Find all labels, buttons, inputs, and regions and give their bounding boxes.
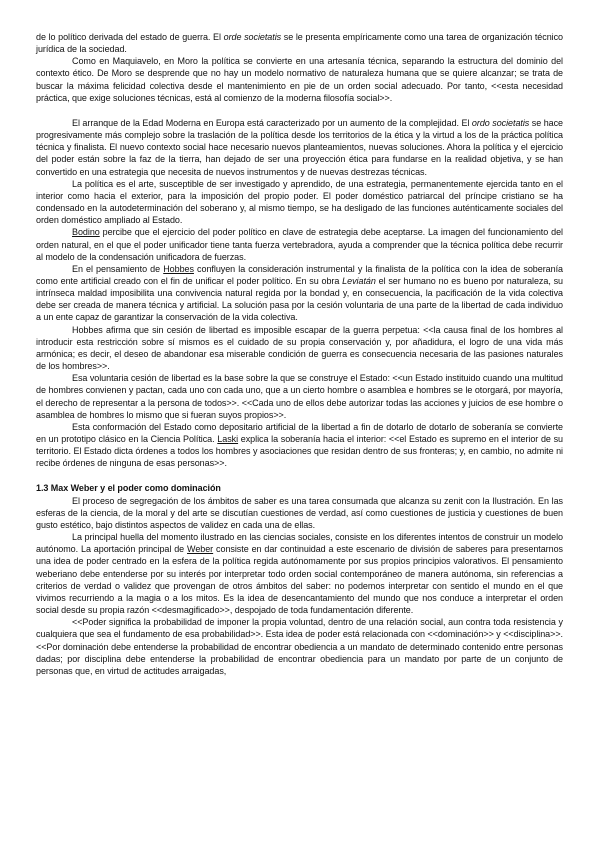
paragraph [36,263,563,324]
paragraph [36,616,563,677]
author-name: Hobbes [163,263,194,274]
text-run: el ser humano no es bueno por naturaleza, su intrínseca maldad imposibilita una convivencia natural regida por la bondad y, en consecuencia, la pacificación de la vida colectiva debe ser creada de manera técnica y artificial. La solución pasa por la cesión voluntaria de una parte de la libertad de cada individuo a un ente capaz de garantizar la conservación de la vida colectiva. [36,275,564,323]
paragraph [36,226,563,262]
paragraph [36,117,563,178]
paragraph [36,531,563,616]
italic-text: ordo societatis [471,117,530,128]
text-run: percibe que el ejercicio del poder político en clave de estrategia debe aceptarse. La imagen del funcionamiento del orden natural, en el que el poder unificador tiene tanta fuerza vertebradora, ayuda a comprender que la técnica política debe recurrir al modelo de la condensación unificadora de fuerzas. [36,227,563,262]
author-name: Weber [187,544,214,555]
section-heading: 1.3 Max Weber y el poder como dominación [36,483,221,494]
body-paragraphs [36,31,563,469]
paragraph [36,178,563,227]
paragraph [36,324,563,373]
text-run: Esa voluntaria cesión de libertad es la base sobre la que se construye el Estado: <<un Estado instituido cuando una multitud de hombres convienen y pactan, cada uno con cada uno, que a un cierto hombre o asamblea e hombres se le otorgará, por mayoría, el derecho de representar a la persona de todos>>. <<Cada uno de ellos debe autorizar todas las acciones y juicios de ese hombre o asamblea de hombres lo mismo que si fueran suyos propios>>. [36,373,563,420]
section-paragraphs [36,495,563,677]
text-run: El arranque de la Edad Moderna en Europa está caracterizado por un aumento de la complejidad. El [72,117,472,128]
text-run: Como en Maquiavelo, en Moro la política se convierte en una artesanía técnica, separando la estructura del dominio del contexto ético. De Moro se desprende que no hay un modelo normativo de naturaleza humana que se quiere alcanzar; se trata de buscar la máxima felicidad colectiva desde el mantenimiento en pie de un orden social adecuado. Por tanto, <<esta necesidad práctica, que exige soluciones técnicas, está al comienzo de la moderna filosofía social>>. [36,56,563,103]
text-run: explica la soberanía hacia el interior: <<el Estado es supremo en el interior de su territorio. El Estado dicta órdenes a todos los hombres y asociaciones que residan dentro de sus fronteras; y, en cambio, no admite ni recibe órdenes de ninguna de esas personas>>. [36,434,563,469]
paragraph [36,372,563,421]
paragraph [36,495,563,531]
text-run: El proceso de segregación de los ámbitos de saber es una tarea consumada que alcanza su zenit con la Ilustración. En las esferas de la ciencia, de la moral y del arte se discutían cuestiones de verdad, así como cuestiones de justicia y cuestiones de buen gusto estético, bajo distintos aspectos de validez en cada una de ellas. [36,495,563,530]
text-run: se le presenta empíricamente como una tarea de organización técnico jurídica de la sociedad. [36,32,564,55]
document-page [36,31,563,677]
text-run: La principal huella del momento ilustrado en las ciencias sociales, consiste en los diferentes intentos de construir un modelo autónomo. La aportación principal de [36,532,563,555]
text-run: confluyen la consideración instrumental y la finalista de la política con la idea de soberanía como ente artificial creado con el fin de unificar el poder político. En su obra [36,263,563,286]
text-run: Hobbes afirma que sin cesión de libertad es imposible escapar de la guerra perpetua: <<la causa final de los hombres al introducir esta restricción sobre sí mismos es el cuidado de su propia conservación y, por añadidura, el logro de una vida más armónica; es decir, el deseo de abandonar esa miserable condición de guerra es consecuencia necesaria de las pasiones naturales de los hombres>>. [36,324,563,372]
paragraph [36,31,563,55]
text-run: La política es el arte, susceptible de ser investigado y aprendido, de una estrategia, permanentemente ejercida tanto en el interior como hacia el exterior, para la imposición del propio poder. El poder doméstico patriarcal del príncipe cristiano se ha condensado en la autodeterminación del soberano y, al mismo tiempo, se ha desligado de las funciones auténticamente sociales del orden doméstico ampliado al Estado. [36,178,563,226]
author-name: Bodino [72,227,100,238]
text-run: <<Poder significa la probabilidad de imponer la propia voluntad, dentro de una relación social, aun contra toda resistencia y cualquiera que sea el fundamento de esa probabilidad>>. Esta idea de poder está relacionada con <<dominación>> y <<disciplina>>. <<Por dominación debe entenderse la probabilidad de encontrar obediencia a un mandato de determinado contenido entre personas dadas; por disciplina debe entenderse la probabilidad de encontrar obediencia para un mandato por parte de un conjunto de personas que, en virtud de actitudes arraigadas, [36,617,563,676]
text-run: de lo político derivada del estado de guerra. El [36,32,224,42]
italic-text: Leviatán [342,275,376,286]
paragraph [36,55,563,104]
text-run: Esta conformación del Estado como depositario artificial de la libertad a fin de dotarlo de dotarlo de soberanía se convierte en un prototipo clásico en la Ciencia Política. [36,421,563,444]
text-run: En el pensamiento de [72,263,164,274]
text-run: consiste en dar continuidad a este escenario de división de saberes para presentarnos una idea de poder centrado en la esfera de la política regida autónomamente por sus propios principios valorativos. El pensamiento weberiano debe entenderse por su interés por interpretar todo orden social contemporáneo de manera autónoma, sin referencias a criterios de verdad o validez que provengan de otros ámbitos del saber: no podemos interpretar con sentido el mundo en el que vivimos recurriendo a la magia o a los mitos. Es la idea de desencantamiento del mundo que nos conduce a interpretar el orden social desde su propia razón <<desmagificado>>, despojado de toda fundamentación diferente. [36,544,563,616]
paragraph [36,421,563,470]
italic-text: orde societatis [223,32,282,42]
text-run: se hace progresivamente más complejo sobre la traslación de la política desde los territorios de la ética y la virtud a los de la práctica política técnica y finalista. El nuevo contexto social hace necesario nuevos planteamientos, nuevas soluciones. Ahora la política y el ejercicio del poder están sobre la faz de la tierra, han dejado de ser una proyección ética para fundarse en la realidad objetiva, y se han convertido en una estrategia que necesita de nuevos instrumentos y de nuevas destrezas técnicas. [36,117,564,177]
author-name: Laski [217,434,239,444]
